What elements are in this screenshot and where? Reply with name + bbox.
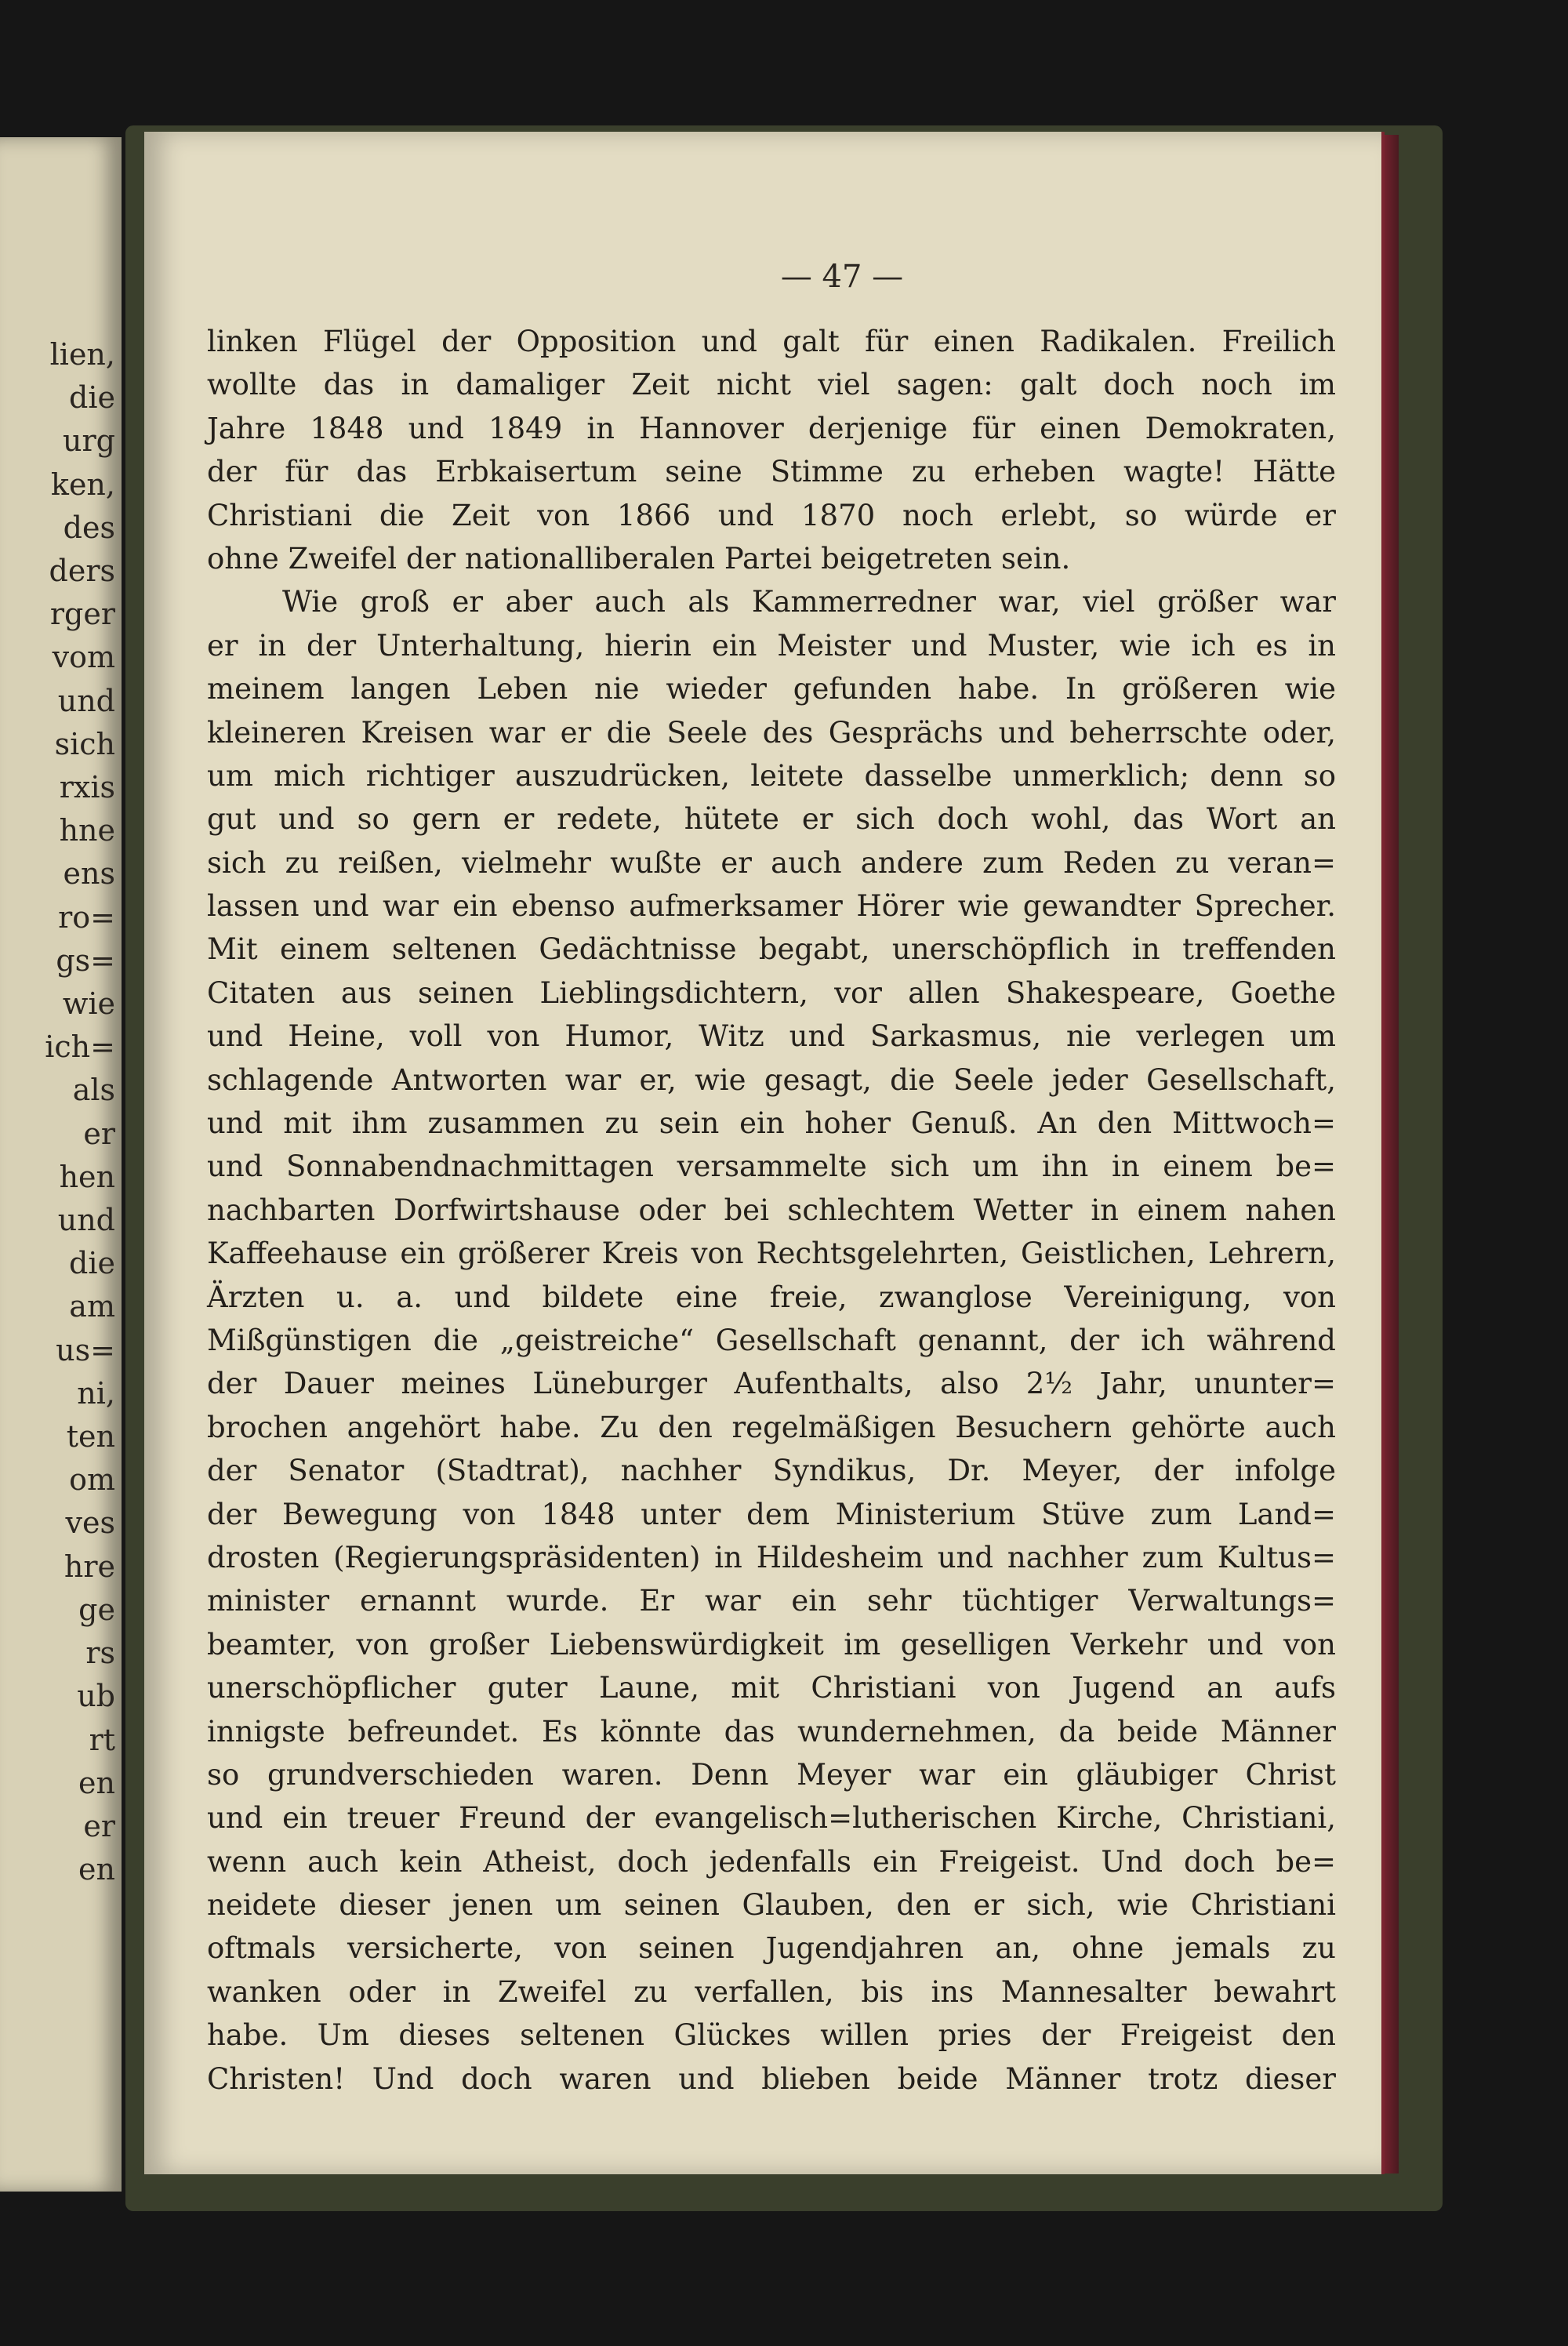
left-fragment: am <box>69 1289 115 1324</box>
text-line: drosten (Regierungspräsidenten) in Hildesheim und nachher zum Kultus= <box>207 1540 1336 1574</box>
text-line: der Senator (Stadtrat), nachher Syndikus, Dr. Meyer, der infolge <box>207 1454 1336 1488</box>
page-edge-red <box>1381 135 1399 2174</box>
text-line: gut und so gern er redete, hütete er sich doch wohl, das Wort an <box>207 802 1336 837</box>
text-line: Citaten aus seinen Lieblingsdichtern, vor allen Shakespeare, Goethe <box>207 975 1336 1010</box>
left-fragment: die <box>69 1246 115 1281</box>
left-fragment: hre <box>64 1549 115 1584</box>
left-fragment: lien, <box>49 337 115 372</box>
text-line: habe. Um dieses seltenen Glückes willen pries der Freigeist den <box>207 2018 1336 2053</box>
text-line: ohne Zweifel der nationalliberalen Partei beigetreten sein. <box>207 541 1071 576</box>
text-line: innigste befreundet. Es könnte das wundernehmen, da beide Männer <box>207 1714 1336 1749</box>
text-line: sich zu reißen, vielmehr wußte er auch andere zum Reden zu veran= <box>207 845 1336 880</box>
text-line: wanken oder in Zweifel zu verfallen, bis ins Mannesalter bewahrt <box>207 1974 1336 2009</box>
text-line: minister ernannt wurde. Er war ein sehr tüchtiger Verwaltungs= <box>207 1584 1336 1618</box>
left-fragment: rt <box>89 1722 115 1757</box>
left-fragment: des <box>63 510 115 545</box>
page-number: — 47 — <box>780 259 904 295</box>
text-line: Wie groß er aber auch als Kammerredner war, viel größer war <box>282 585 1336 619</box>
text-line: und Sonnabendnachmittagen versammelte sich um ihn in einem be= <box>207 1149 1336 1184</box>
text-line: wenn auch kein Atheist, doch jedenfalls ein Freigeist. Und doch be= <box>207 1844 1336 1879</box>
text-line: oftmals versicherte, von seinen Jugendjahren an, ohne jemals zu <box>207 1931 1336 1966</box>
left-fragment: om <box>69 1462 115 1498</box>
left-fragment: hne <box>59 813 115 848</box>
left-fragment: rs <box>85 1636 115 1671</box>
text-line: beamter, von großer Liebenswürdigkeit im geselligen Verkehr und von <box>207 1627 1336 1661</box>
left-fragment: ves <box>65 1505 115 1541</box>
left-fragment: hen <box>59 1159 115 1194</box>
left-fragment: und <box>57 1203 115 1238</box>
text-line: Mit einem seltenen Gedächtnisse begabt, unerschöpflich in treffenden <box>207 932 1336 967</box>
left-fragment: ub <box>77 1679 115 1714</box>
text-line: Ärzten u. a. und bildete eine freie, zwanglose Vereinigung, von <box>207 1280 1336 1314</box>
left-fragment: gs= <box>56 942 115 978</box>
text-line: meinem langen Leben nie wieder gefunden habe. In größeren wie <box>207 672 1336 706</box>
left-fragment: ens <box>63 856 115 892</box>
left-fragment: ken, <box>50 467 115 502</box>
text-line: lassen und war ein ebenso aufmerksamer Hörer wie gewandter Sprecher. <box>207 889 1336 924</box>
text-line: unerschöpflicher guter Laune, mit Christiani von Jugend an aufs <box>207 1671 1336 1705</box>
left-fragment: ders <box>49 554 115 589</box>
left-fragment: ge <box>78 1592 115 1627</box>
text-line: der Bewegung von 1848 unter dem Ministerium Stüve zum Land= <box>207 1497 1336 1531</box>
text-line: linken Flügel der Opposition und galt für einen Radikalen. Freilich <box>207 325 1336 358</box>
left-fragment: sich <box>54 726 115 761</box>
left-page-fragments <box>45 333 115 1891</box>
left-fragment: rger <box>49 597 115 632</box>
text-line: Mißgünstigen die „geistreiche“ Gesellschaft genannt, der ich während <box>207 1323 1336 1357</box>
text-line: wollte das in damaliger Zeit nicht viel sagen: galt doch noch im <box>207 368 1336 402</box>
left-fragment: ich= <box>45 1030 115 1065</box>
left-fragment: en <box>78 1765 115 1800</box>
text-line: Kaffeehause ein größerer Kreis von Rechtsgelehrten, Geistlichen, Lehrern, <box>207 1237 1336 1271</box>
text-line: und ein treuer Freund der evangelisch=lutherischen Kirche, Christiani, <box>207 1801 1336 1836</box>
right-page <box>144 132 1381 2174</box>
left-fragment: rxis <box>59 770 115 805</box>
left-fragment: vom <box>52 640 115 675</box>
text-line: Christen! Und doch waren und blieben beide Männer trotz dieser <box>207 2061 1336 2096</box>
left-fragment: ro= <box>58 899 115 935</box>
text-line: er in der Unterhaltung, hierin ein Meister und Muster, wie ich es in <box>207 628 1336 663</box>
left-fragment: urg <box>63 423 115 459</box>
text-line: der für das Erbkaisertum seine Stimme zu erheben wagte! Hätte <box>207 455 1336 489</box>
text-line: so grundverschieden waren. Denn Meyer war ein gläubiger Christ <box>207 1757 1336 1792</box>
left-fragment: en <box>78 1852 115 1887</box>
left-fragment: ten <box>66 1419 115 1454</box>
text-line: um mich richtiger auszudrücken, leitete dasselbe unmerklich; denn so <box>207 758 1336 793</box>
left-fragment: ni, <box>77 1375 115 1411</box>
text-line: neidete dieser jenen um seinen Glauben, den er sich, wie Christiani <box>207 1888 1336 1923</box>
left-fragment: er <box>83 1116 115 1151</box>
left-fragment: die <box>69 380 115 416</box>
text-line: und mit ihm zusammen zu sein ein hoher Genuß. An den Mittwoch= <box>207 1106 1336 1141</box>
left-fragment: er <box>83 1808 115 1843</box>
text-line: nachbarten Dorfwirtshause oder bei schlechtem Wetter in einem nahen <box>207 1193 1336 1227</box>
left-fragment: wie <box>62 986 115 1022</box>
body-text <box>207 320 1336 2101</box>
text-line: kleineren Kreisen war er die Seele des Gesprächs und beherrschte oder, <box>207 715 1336 750</box>
text-line: Christiani die Zeit von 1866 und 1870 noch erlebt, so würde er <box>207 498 1336 532</box>
left-page <box>0 137 122 2192</box>
text-line: Jahre 1848 und 1849 in Hannover derjenige für einen Demokraten, <box>207 411 1336 445</box>
text-line: brochen angehört habe. Zu den regelmäßigen Besuchern gehörte auch <box>207 1410 1336 1444</box>
text-line: der Dauer meines Lüneburger Aufenthalts, also 2½ Jahr, ununter= <box>207 1367 1336 1401</box>
left-fragment: us= <box>56 1332 115 1367</box>
left-fragment: und <box>57 683 115 718</box>
text-line: und Heine, voll von Humor, Witz und Sarkasmus, nie verlegen um <box>207 1019 1336 1054</box>
text-line: schlagende Antworten war er, wie gesagt, die Seele jeder Gesellschaft, <box>207 1062 1336 1097</box>
left-fragment: als <box>72 1073 115 1108</box>
